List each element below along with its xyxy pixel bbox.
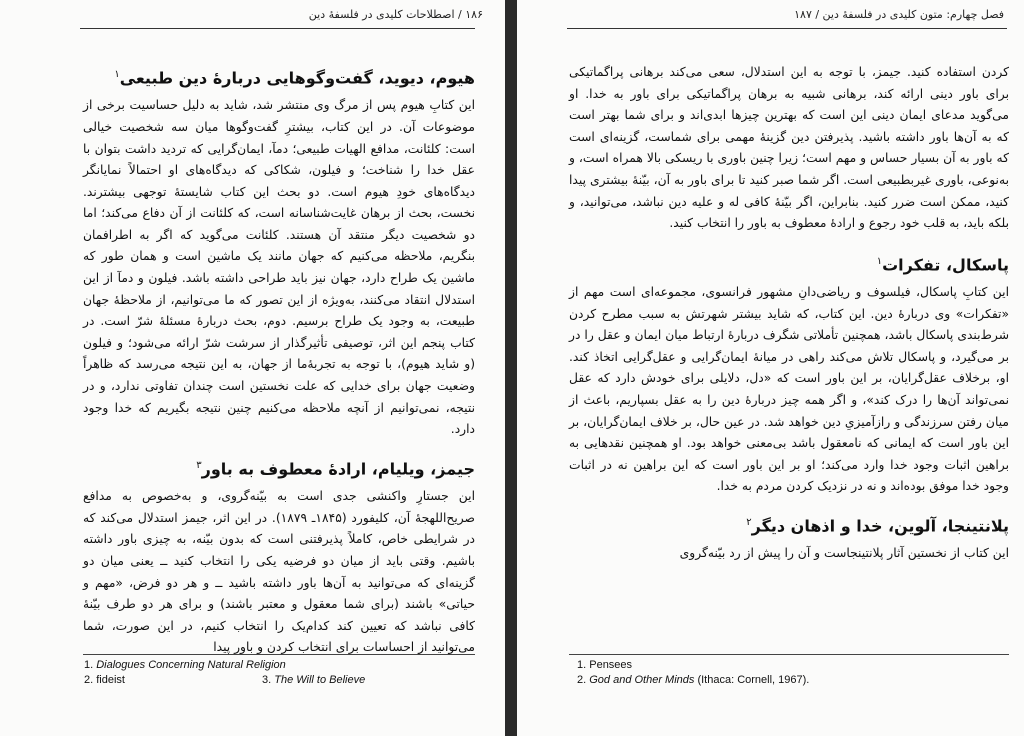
- footnote-text: fideist: [96, 674, 125, 686]
- section-heading-hume: [83, 62, 475, 91]
- footnote-1: [577, 658, 1007, 673]
- right-page: [517, 0, 1024, 736]
- note-mark: ۲: [746, 517, 752, 529]
- footnote-rule: [83, 654, 475, 655]
- note-mark: ۳: [196, 459, 202, 471]
- section-heading-pascal: [569, 249, 1009, 278]
- footnote-label: 2.: [84, 674, 97, 686]
- section-body-james: این جستارِ واکنشی جدی است به بیّنه‌گروی، و به‌خصوص به مدافع صریح‌اللهجهٔ آن، کلیفورد (۱۸۴۵ـ ۱۸۷۹). در این اثر، جیمز استدلال می‌کند که در شرایطی خاص، کاملاً پذیرفتنی است که بدون بیّنه، به چیزی باور داشته باشیم. وقتی باید از میان دو فرضیه یکی را انتخاب کنید ــ یعنی میان دو گزینه‌ای که می‌توانید به آن‌ها باور داشته باشید ــ و هر دو فرض، «مهم و حیاتی» باشند (برای شما معقول و معتبر باشند) و برای هر دو طرف بیّنهٔ کافی نباشد که تعیین کند کدام‌یک را انتخاب کنیم، در این صورت، شما می‌توانید از احساسات برای انتخاب کردن و باور پیدا: [83, 489, 475, 655]
- footnote-label: 1.: [577, 659, 590, 671]
- heading-text: جیمز، ویلیام، ارادهٔ معطوف به باور: [201, 459, 475, 479]
- heading-text: پاسکال، تفکرات: [882, 255, 1009, 275]
- footnote-rule: [569, 654, 1009, 655]
- footnote-label: 2.: [577, 674, 590, 686]
- section-body-pascal: این کتابِ پاسکال، فیلسوف و ریاضی‌دانِ مشهور فرانسوی، مجموعه‌ای است مهم از «تفکرات» وی دربارهٔ دین. این کتاب، که شاید بیشتر شهرتش به سبب مطرح کردن شرط‌بندی پاسکال باشد، همچنین تأملاتی شگرف دربارهٔ ارتباط میان ایمان و عقل را در بر می‌گیرد، و پاسکال تلاش می‌کند راهی در میانهٔ ایمان‌گرایی و عقل‌گرایی اتخاذ کند. او، برخلاف عقل‌گرایان، بر این باور است که «دل، دلایلی برای خودش دارد که عقل نمی‌تواند آن‌ها را درک کند»، و اگر همه چیز دربارهٔ دین را به عقل بسپاریم، باعث از میان رفتن سرزندگی و رازآمیزیِ دین خواهد شد. در عین حال، بر خلاف ایمان‌گرایان، بر این باور است که ایمانی که نامعقول باشد بی‌معنی خواهد بود. او همچنین نقدهایی به براهین اثبات وجود خدا وارد می‌کند؛ او بر این باور است که این براهین نه در اثبات وجود خدا موفق بوده‌اند و نه در نزدیک کردن مردم به خدا.: [569, 285, 1009, 494]
- book-gutter: [505, 0, 517, 736]
- footnote-1: [84, 658, 476, 673]
- right-text-column: [569, 62, 1009, 565]
- footnote-2: [84, 673, 262, 688]
- footnotes: [84, 658, 476, 688]
- footnote-text: Pensees: [589, 659, 633, 671]
- section-heading-plantinga: [569, 510, 1009, 539]
- header-rule: [80, 28, 475, 29]
- footnote-text: The Will to Believe: [274, 674, 366, 686]
- footnote-2: [577, 673, 1007, 688]
- footnote-text: God and Other Minds: [589, 674, 695, 686]
- footnote-label: 3.: [262, 674, 275, 686]
- section-body-plantinga: این کتاب از نخستین آثار پلانتینجاست و آن را پیش از رد بیّنه‌گروی: [679, 546, 1009, 561]
- footnote-suffix: (Ithaca: Cornell, 1967).: [694, 674, 810, 686]
- footnotes: [577, 658, 1007, 688]
- heading-text: پلانتینجا، آلوین، خدا و اذهان دیگر: [751, 516, 1009, 536]
- section-body-hume: این کتابِ هیوم پس از مرگ وی منتشر شد، شاید به دلیل حساسیت برخی از موضوعات آن. در این کتاب، بیشترِ گفت‌وگوها میان سه شخصیت خیالی است: کلئانت، مدافع الهیات طبیعی؛ دمآ، ایمان‌گرایی که تردید داشت بتوان با عقل خدا را شناخت؛ و فیلون، شکاکی که دیدگاه‌های او احتمالاً نمایانگر دیدگاه‌های خودِ هیوم است. دو بحث این کتاب شایستهٔ توجهی بیشترند. نخست، بحث از برهان غایت‌شناسانه است، که کلئانت از آن دفاع می‌کند؛ اما دو شخصیت دیگر منتقد آن هستند. کلئانت می‌گوید که اگر به اطرافمان بنگریم، ملاحظه می‌کنیم که جهان مانند یک ماشین است و همان طور که ماشین یک طراح دارد، جهان نیز باید طراحی داشته باشد. فیلون و دمآ از این استدلال انتقاد می‌کنند، به‌ویژه از این تصور که ما می‌توانیم، از ملاحظهٔ جهان طبیعت، به وجود یک طراح برسیم. دوم، بحث دربارهٔ مسئلهٔ شرّ است. در کتاب پنجم این اثر، توصیفی تأثیرگذار از سرشت شرّ ارائه می‌شود؛ و فیلون (و شاید هیوم)، با توجه به تجربهٔ‌ما از جهان، به این نتیجه می‌رسد که ظاهراً وضعیت جهان برای خدایی که علت نخستین است چندان تفاوتی ندارد، و در نتیجه، نمی‌توانیم از آنچه ملاحظه می‌کنیم چنین نتیجه بگیریم که خدا وجود دارد.: [83, 98, 475, 437]
- footnote-row: [84, 673, 476, 688]
- left-text-column: [83, 62, 475, 659]
- left-page: [0, 0, 505, 736]
- page-header: ۱۸۶ / اصطلاحات کلیدی در فلسفهٔ دین: [308, 8, 483, 21]
- footnote-text: Dialogues Concerning Natural Religion: [96, 659, 286, 671]
- page-header: فصل چهارم: متون کلیدی در فلسفهٔ دین / ۱۸۷: [794, 8, 1004, 21]
- note-mark: ۱: [114, 69, 120, 80]
- footnote-label: 1.: [84, 659, 97, 671]
- section-body-james-continued: کردن استفاده کنید. جیمز، با توجه به این استدلال، سعی می‌کند برهانی پراگماتیکی برای باور دینی ارائه کند، برهانی شبیه به برهان پراگماتیکی برای باور به خدا. او می‌گوید مدعای ایمان دینی این است که بهترین چیزها ابدی‌اند و برای شما بهتر است که به آن‌ها باور داشته باشید. پذیرفتن دین گزینهٔ مهمی برای شماست، گزینه‌ای است که باور به آن بسیار حساس و مهم است؛ زیرا چنین باوری با ریسکی بالا همراه است، و به‌نوعی، باوری غیربطبیعی است. اگر شما صبر کنید تا برای باور به آن، بیّنهٔ بیشتری پیدا کنید، ممکن است ضرر کنید. بنابراین، اگر بیّنهٔ کافی له و علیه دین نباشد، می‌توانید، و بلکه باید، به قلب خود رجوع و ارادهٔ معطوف به باور را انتخاب کنید.: [569, 65, 1009, 231]
- note-mark: ۱: [876, 255, 883, 267]
- section-heading-james: [83, 453, 475, 482]
- footnote-3: [262, 674, 365, 686]
- heading-text: هیوم، دیوید، گفت‌وگوهایی دربارهٔ دین طبیعی: [119, 68, 475, 88]
- header-rule: [567, 28, 1007, 29]
